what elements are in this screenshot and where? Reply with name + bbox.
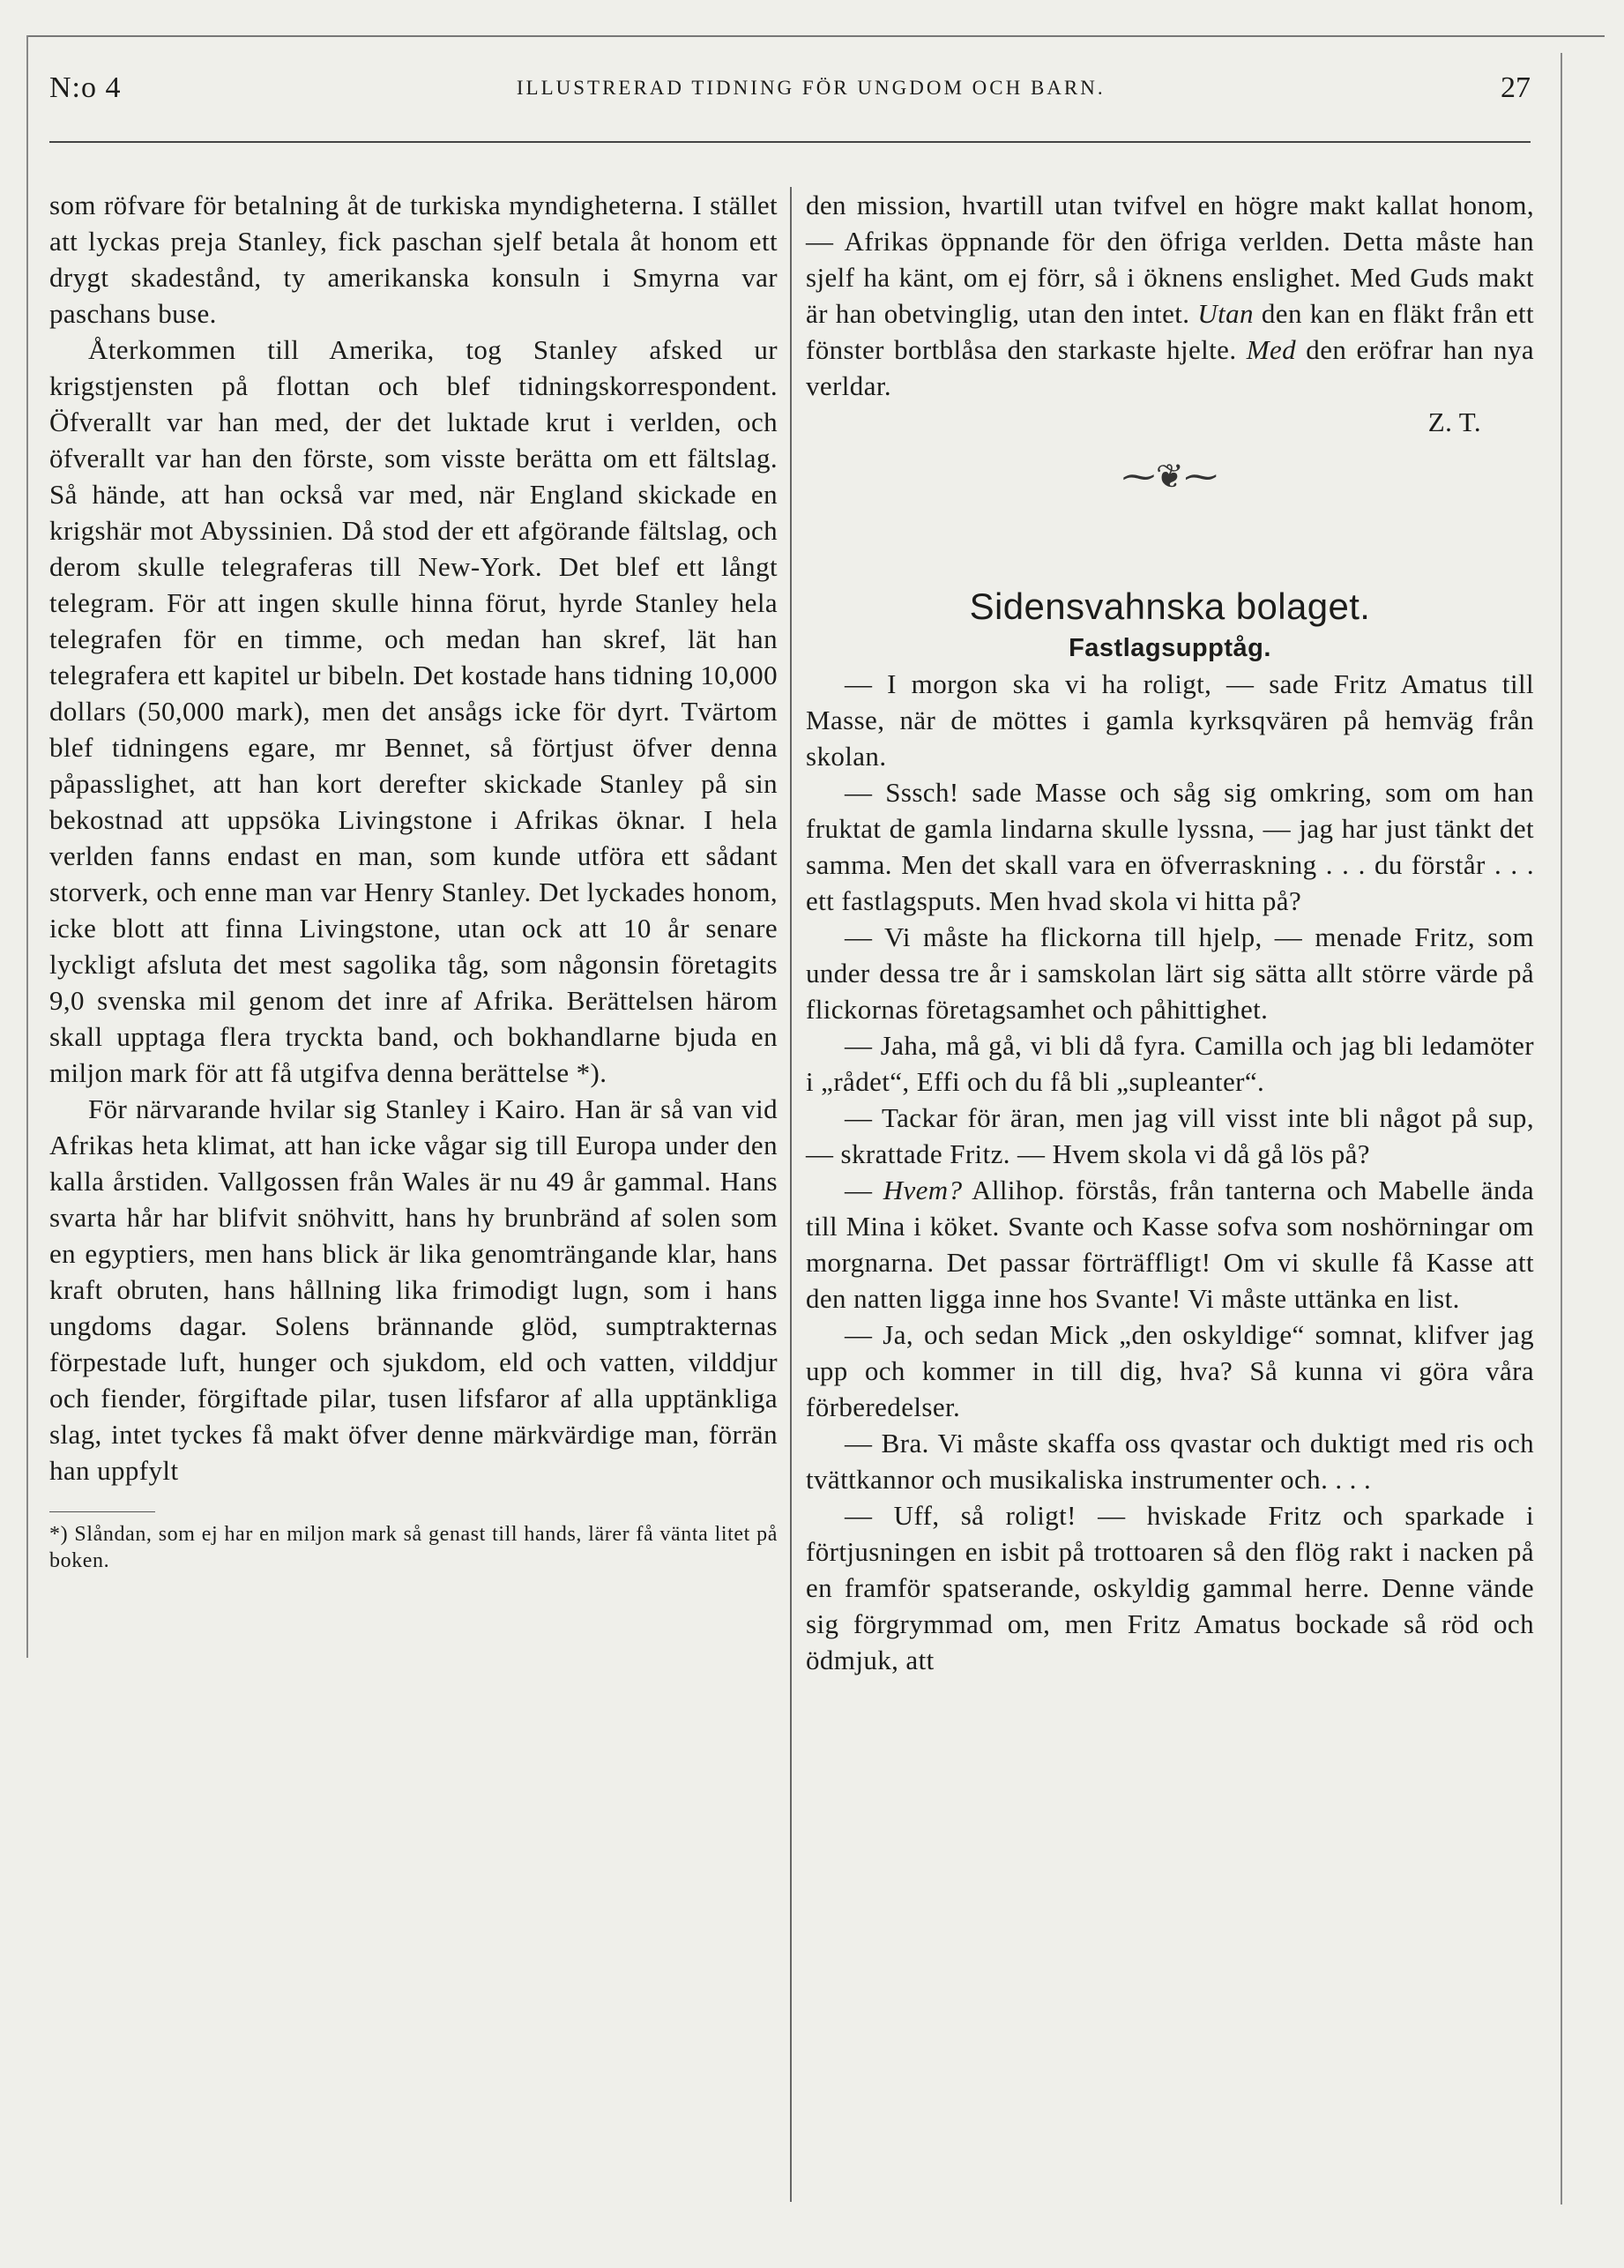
story-paragraph: — Tackar för äran, men jag vill visst inte bli något på sup, — skrattade Fritz. — Hvem skola vi då gå lös på? [806, 1102, 1534, 1169]
story-paragraph: — Bra. Vi måste skaffa oss qvastar och duktigt med ris och tvättkannor och musikaliska instrumenter och. . . . [806, 1428, 1534, 1495]
header-rule [49, 141, 1531, 143]
article-ending [806, 187, 1534, 404]
story-emphasis: Hvem? [883, 1175, 963, 1205]
column-divider [790, 187, 792, 2202]
ending-text: den mission, hvartill utan tvifvel en högre makt kallat honom, — Afrikas öppnande för den öfriga verlden. Detta måste han sjelf ha känt, om ej förr, så i öknens enslighet. Med Guds makt är han obetvinglig, utan den intet. [806, 190, 1534, 329]
ending-text: den eröfrar han nya verldar. [806, 334, 1535, 401]
author-signature: Z. T. [1427, 407, 1481, 437]
right-column [806, 187, 1534, 1678]
footnote: *) Slåndan, som ej har en miljon mark så genast till hands, lärer få vänta litet på boken. [49, 1523, 778, 1572]
publication-title: ILLUSTRERAD TIDNING FÖR UNGDOM OCH BARN. [516, 77, 1106, 99]
story-paragraph: — Sssch! sade Masse och såg sig omkring, som om han fruktat de gamla lindarna skulle lyssna, — jag har just tänkt det samma. Men det skall vara en öfverraskning . . . du förstår . . . ett fastlagsputs. Men hvad skola vi hitta på? [806, 777, 1534, 916]
page-edge-left [26, 35, 28, 1658]
left-paragraph: Återkommen till Amerika, tog Stanley afsked ur krigstjensten på flottan och blef tidningskorrespondent. Öfverallt var han med, der det luktade krut i verlden, och öfverallt var han den förste, som visste berätta om ett fältslag. Så hände, att han också var med, när England skickade en krigshär mot Abyssinien. Då stod der ett afgörande fältslag, och derom skulle telegraferas till New-York. Det blef ett långt telegram. För att ingen skulle hinna förut, hyrde Stanley hela telegrafen för en timme, och medan han skref, lät han telegrafera ett kapitel ur bibeln. Det kostade hans tidning 10,000 dollars (50,000 mark), men det ansågs icke för dyrt. Tvärtom blef tidningens egare, mr Bennet, så förtjust öfver denna påpasslighet, att han kort derefter skickade Stanley på sin bekostnad att uppsöka Livingstone i Afrikas öknar. I hela verlden fanns endast en man, som kunde utföra ett sådant storverk, och enne man var Henry Stanley. Det lyckades honom, icke blott att finna Livingstone, utan ock att 10 år senare lyckligt afsluta det mest sagolika tåg, som någonsin företagits 9,0 svenska mil genom det inre af Afrika. Berättelsen härom skall upptaga flera tryckta band, och bokhandlarne bjuda en miljon mark för att få utgifva denna berättelse *). [49, 334, 778, 1088]
left-column [49, 187, 778, 1574]
story-paragraph: — I morgon ska vi ha roligt, — sade Fritz Amatus till Masse, när de möttes i gamla kyrksqvären på hemväg från skolan. [806, 668, 1534, 772]
footnote-rule [49, 1511, 155, 1512]
ornament-icon: ⁓❦⁓ [1121, 459, 1218, 496]
story-text: Allihop. förstås, från tanterna och Mabelle ända till Mina i köket. Svante och Kasse sofva som noshörningar om morgnarna. Det passar förträffligt! Om vi skulle få Kasse att den natten ligga inne hos Svante! Vi måste uttänka en list. [806, 1175, 1534, 1314]
story-paragraph: — Jaha, må gå, vi bli då fyra. Camilla och jag bli ledamöter i „rådet“, Effi och du få bli „supleanter“. [806, 1030, 1534, 1097]
story-paragraph: — Ja, och sedan Mick „den oskyldige“ somnat, klifver jag upp och kommer in till dig, hva? Så kunna vi göra våra förberedelser. [806, 1319, 1534, 1422]
issue-number: N:o 4 [49, 71, 122, 104]
ending-emphasis: Utan [1197, 298, 1254, 329]
page-edge-top [26, 35, 1605, 37]
left-paragraph: som röfvare för betalning åt de turkiska myndigheterna. I stället att lyckas preja Stanley, fick paschan sjelf betala åt honom ett drygt skadestånd, ty amerikanska konsuln i Smyrna var paschans buse. [49, 190, 778, 329]
left-paragraph: För närvarande hvilar sig Stanley i Kairo. Han är så van vid Afrikas heta klimat, att han icke vågar sig till Europa under den kalla årstiden. Vallgossen från Wales är nu 49 år gammal. Hans svarta hår har blifvit snöhvitt, hans hy brunbränd af solen som en egyptiers, men hans blick är lika genomträngande klar, hans kraft obruten, hans hållning lika frimodigt lugn, som i hans ungdoms dagar. Solens brännande glöd, sumptrakternas förpestade luft, hunger och sjukdom, eld och vatten, vilddjur och fiender, förgiftade pilar, tusen lifsfaror af alla upptänkliga slag, intet tyckes få makt öfver denne märkvärdige man, förrän han uppfylt [49, 1093, 778, 1486]
page-edge-right [1561, 53, 1562, 2205]
page-number: 27 [1500, 71, 1531, 104]
story-paragraph: — Vi måste ha flickorna till hjelp, — menade Fritz, som under dessa tre år i samskolan lärt sig sätta allt större värde på flickornas företagsamhet och påhittighet. [806, 921, 1534, 1025]
story-paragraph [806, 1172, 1534, 1317]
ending-text: den kan en fläkt från ett fönster bortblåsa den starkaste hjelte. [806, 298, 1535, 365]
running-header [49, 62, 1531, 115]
story-subtitle: Fastlagsupptåg. [1069, 634, 1271, 662]
story-paragraph: — Uff, så roligt! — hviskade Fritz och sparkade i förtjusningen en isbit på trottoaren så den flög rakt i nacken på en framför spatserande, oskyldig gammal herre. Denne vände sig förgrymmad om, men Fritz Amatus bockade så röd och ödmjuk, att [806, 1500, 1534, 1675]
dash: — [845, 1175, 873, 1205]
story-title: Sidensvahnska bolaget. [969, 586, 1371, 627]
ending-emphasis: Med [1246, 334, 1297, 365]
